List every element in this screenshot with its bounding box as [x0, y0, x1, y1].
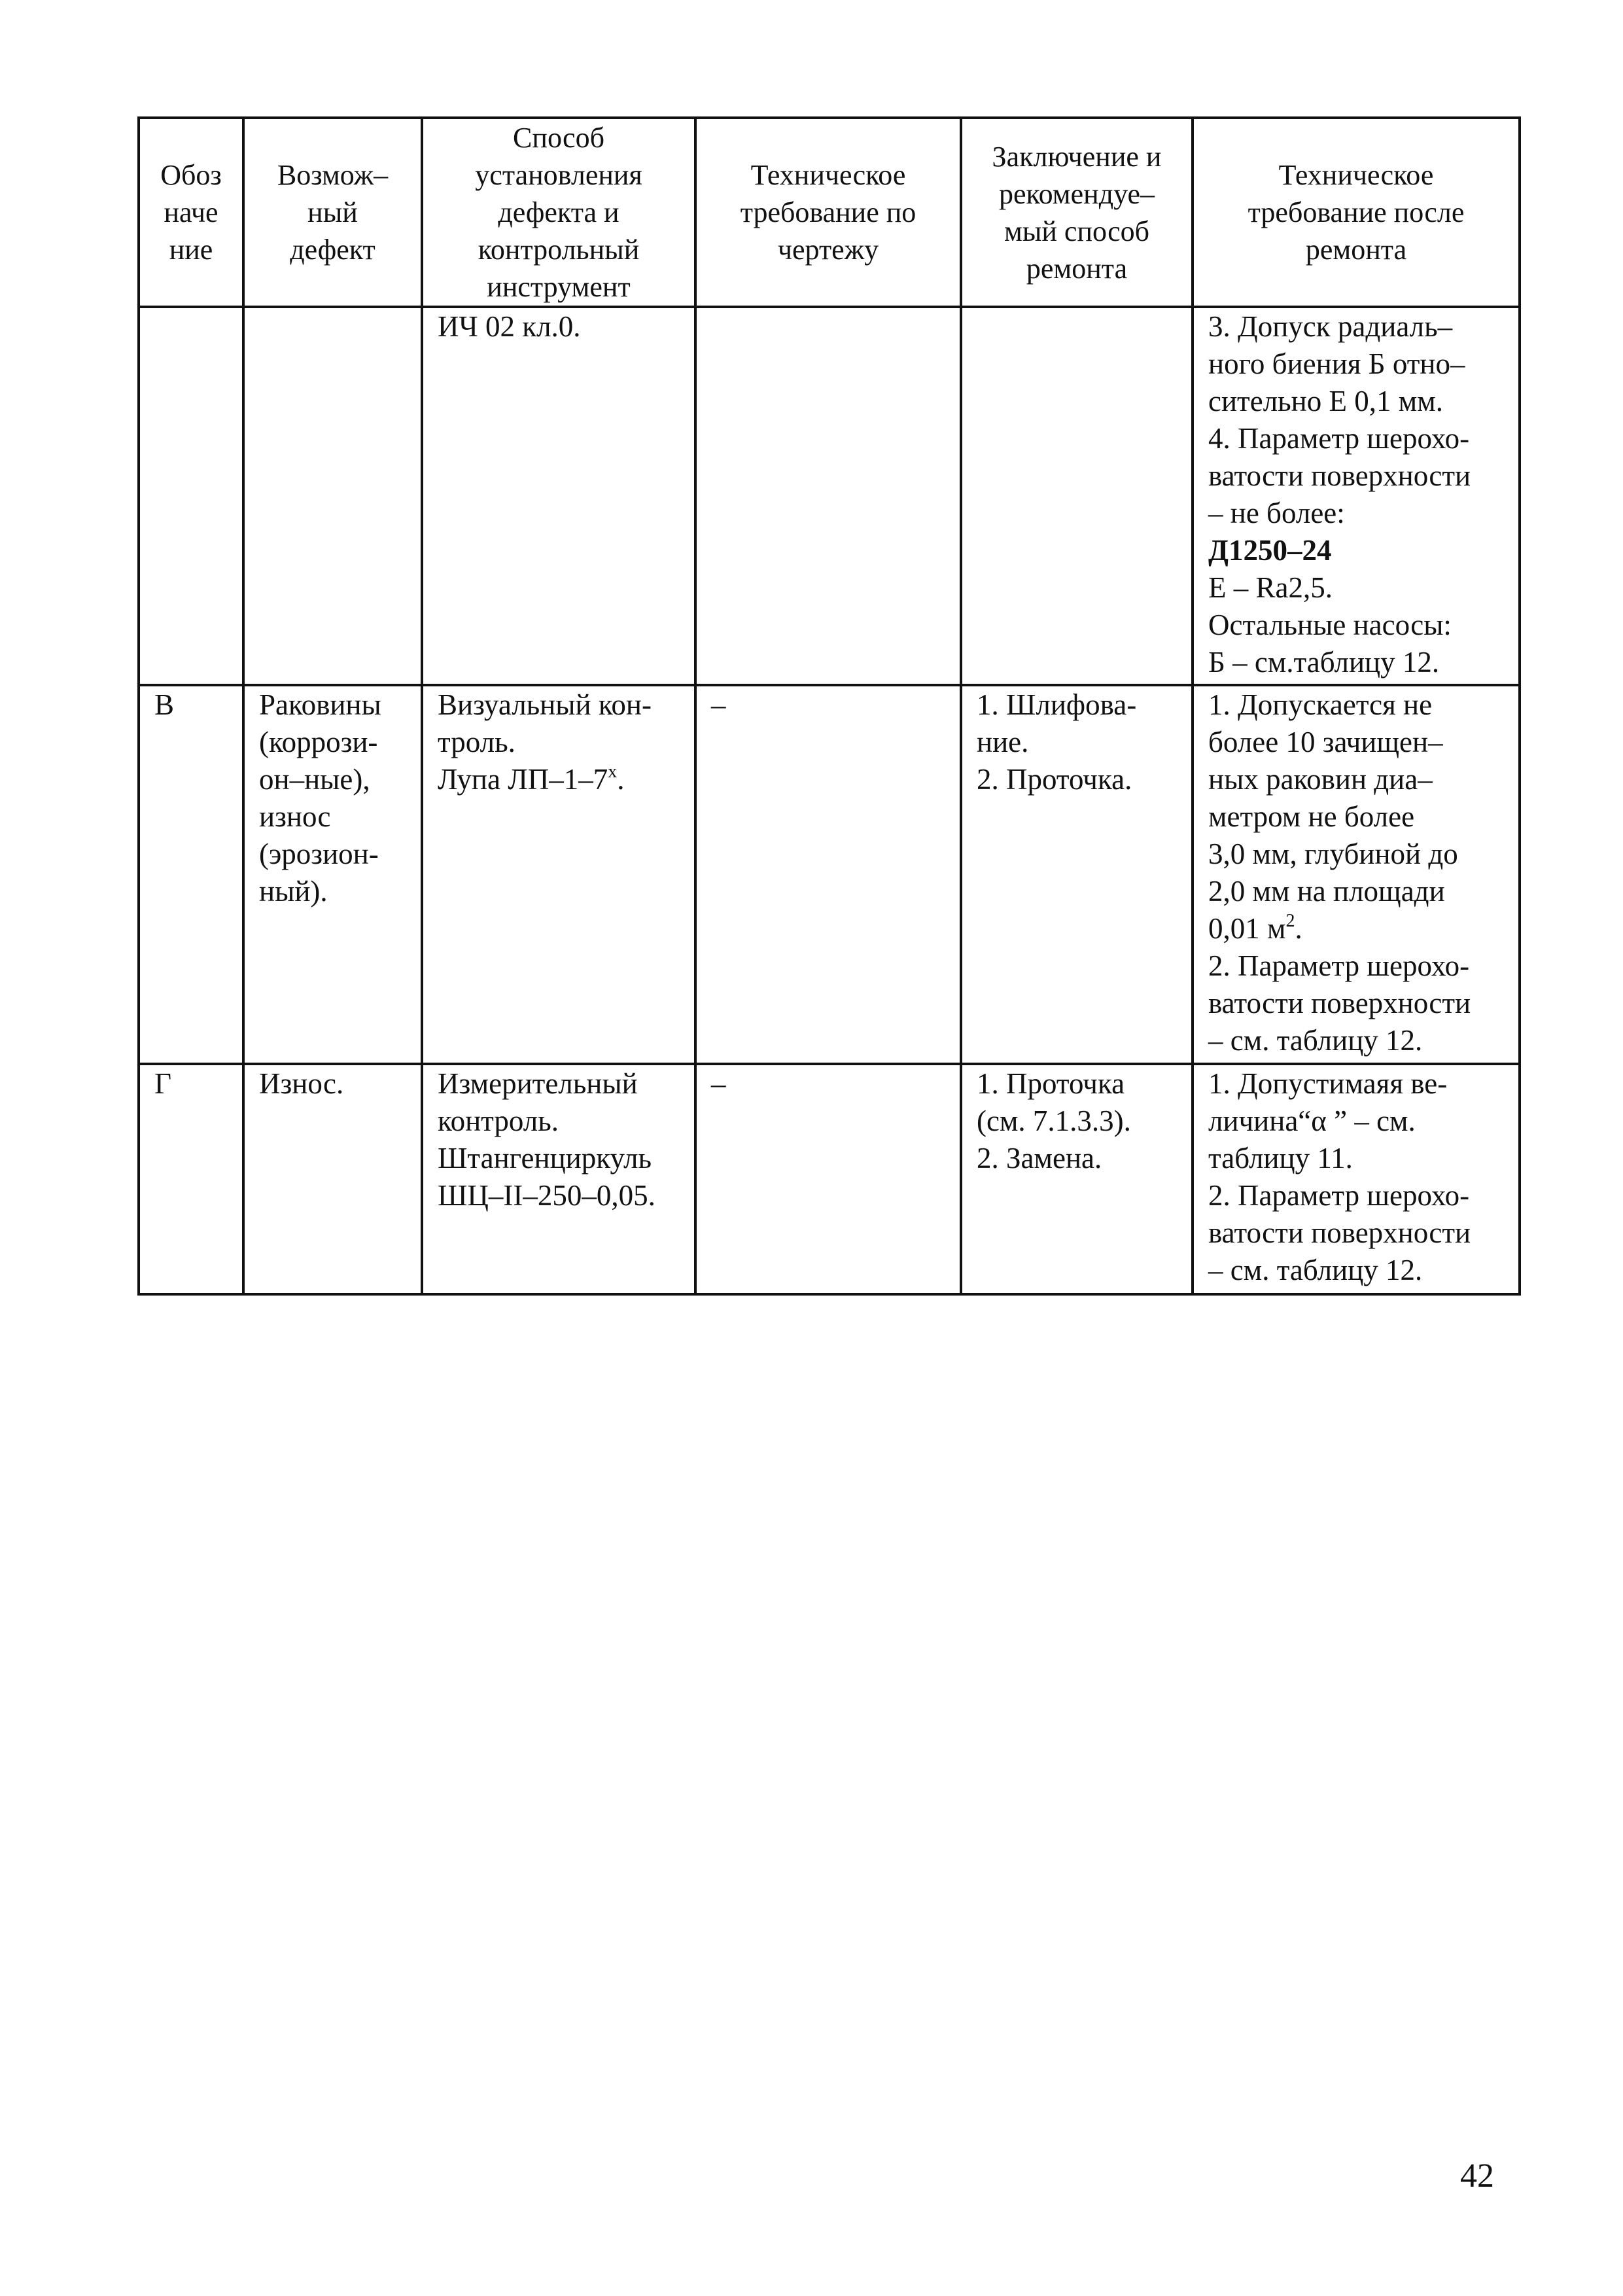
page-number: 42 — [1460, 2157, 1494, 2195]
cell-method: Визуальный кон- троль. Лупа ЛП–1–7$^x$. — [422, 685, 695, 1064]
cell-conclusion — [961, 307, 1193, 685]
header-possible-defect: Возмож– ный дефект — [243, 118, 422, 307]
cell-conclusion: 1. Шлифова- ние. 2. Проточка. — [961, 685, 1193, 1064]
header-designation: Обоз наче ние — [139, 118, 243, 307]
cell-designation — [139, 307, 243, 685]
table-row — [139, 307, 1520, 685]
defect-table — [137, 116, 1521, 1296]
header-detection-method: Способ установления дефекта и контрольный инструмент — [422, 118, 695, 307]
header-after-repair: Техническое требование после ремонта — [1193, 118, 1520, 307]
cell-designation: Г — [139, 1064, 243, 1294]
cell-defect: Раковины (коррози- он–ные), износ (эрозион- ный). — [243, 685, 422, 1064]
cell-designation: В — [139, 685, 243, 1064]
header-conclusion: Заключение и рекомендуе– мый способ ремонта — [961, 118, 1193, 307]
cell-drawing-req — [695, 307, 961, 685]
cell-defect: Износ. — [243, 1064, 422, 1294]
cell-after-repair: 1. Допустимаяя ве- личина“α ” – см. таблицу 11. 2. Параметр шерохо- ватости поверхности – см. таблицу 12. — [1193, 1064, 1520, 1294]
cell-after-repair: 1. Допускается не более 10 зачищен– ных раковин диа– метром не более 3,0 мм, глубиной до 2,0 мм на площади 0,01 $м^2$. 2. Параметр шерохо- ватости поверхности – см. таблицу 12. — [1193, 685, 1520, 1064]
table-header-row — [139, 118, 1520, 307]
cell-method: Измерительный контроль. Штангенциркуль ШЦ–II–250–0,05. — [422, 1064, 695, 1294]
table-row — [139, 1064, 1520, 1294]
table-row — [139, 685, 1520, 1064]
cell-drawing-req: – — [695, 685, 961, 1064]
cell-after-repair: 3. Допуск радиаль– ного биения Б отно– сительно Е 0,1 мм. 4. Параметр шерохо- ватости поверхности – не более: Д1250–24 Е – Ra2,5. Остальные насосы: Б – см.таблицу 12. — [1193, 307, 1520, 685]
cell-conclusion: 1. Проточка (см. 7.1.3.3). 2. Замена. — [961, 1064, 1193, 1294]
cell-defect — [243, 307, 422, 685]
cell-drawing-req: – — [695, 1064, 961, 1294]
cell-method: ИЧ 02 кл.0. — [422, 307, 695, 685]
header-drawing-requirement: Техническое требование по чертежу — [695, 118, 961, 307]
